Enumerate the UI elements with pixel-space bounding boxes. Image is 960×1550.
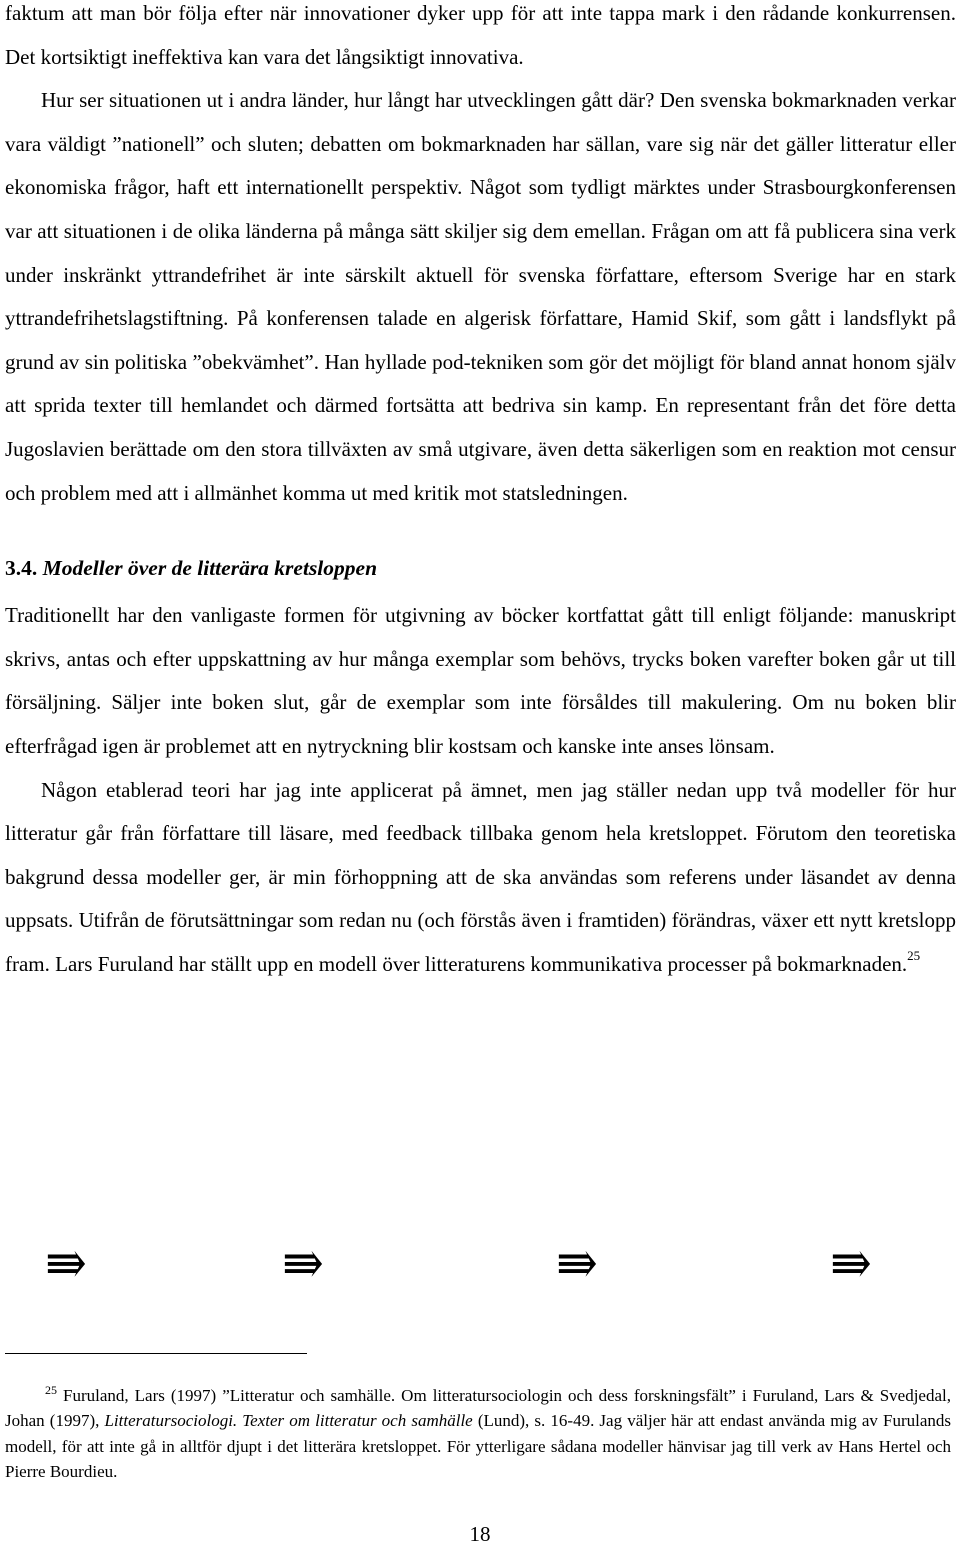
footnote-book-title: Litteratursociologi. Texter om litteratur och samhälle bbox=[104, 1411, 473, 1431]
section-title: Modeller över de litterära kretsloppen bbox=[42, 556, 378, 581]
arrow-icon: ⇛ bbox=[556, 1234, 598, 1292]
footnote-reference: 25 bbox=[907, 947, 921, 963]
paragraph-models-text: Någon etablerad teori har jag inte applicerat på ämnet, men jag ställer nedan upp två modeller för hur litteratur går från författare till läsare, med feedback tillbaka genom hela kretsloppet. Förutom den teoretiska bakgrund dessa modeller ger, är min förhoppning att de ska användas som referens under läsandet av denna uppsats. Utifrån de förutsättningar som redan nu (och förstås även i framtiden) förändras, växer ett nytt kretslopp fram. Lars Furuland har ställt upp en modell över litteraturens kommunikativa processer på bokmarknaden. bbox=[5, 777, 956, 976]
arrow-icon: ⇛ bbox=[45, 1234, 87, 1292]
page-number: 18 bbox=[469, 1522, 491, 1546]
section-number: 3.4. bbox=[5, 556, 38, 581]
paragraph-models bbox=[5, 769, 956, 987]
model-arrows bbox=[0, 1228, 960, 1298]
footnote bbox=[5, 1383, 951, 1484]
arrow-icon: ⇛ bbox=[830, 1234, 872, 1292]
document-page bbox=[5, 0, 956, 986]
paragraph-traditional-publishing: Traditionellt har den vanligaste formen för utgivning av böcker kortfattat gått till enligt följande: manuskript skrivs, antas och efter uppskattning av hur många exemplar som behövs, trycks boken varefter boken går ut till försäljning. Säljer inte boken slut, går de exemplar som inte försåldes till makulering. Om nu boken blir efterfrågad igen är problemet att en nytryckning blir kostsam och kanske inte anses lönsam. bbox=[5, 603, 956, 758]
paragraph-international-situation: Hur ser situationen ut i andra länder, hur långt har utvecklingen gått där? Den svenska bokmarknaden verkar vara väldigt ”nationell” och sluten; debatten om bokmarknaden har sällan, vare sig när det gäller litteratur eller ekonomiska frågor, haft ett internationellt perspektiv. Något som tydligt märktes under Strasbourgkonferensen var att situationen i de olika länderna på många sätt skiljer sig dem emellan. Frågan om att få publicera sina verk under inskränkt yttrandefrihet är inte särskilt aktuell för svenska författare, eftersom Sverige har en stark yttrandefrihetslagstiftning. På konferensen talade en algerisk författare, Hamid Skif, som gått i landsflykt på grund av sin politiska ”obekvämhet”. Han hyllade pod-tekniken som gör det möjligt för bland annat honom själv att sprida texter till hemlandet och därmed fortsätta att bedriva sin kamp. En representant från det före detta Jugoslavien berättade om den stora tillväxten av små utgivare, även detta säkerligen som en reaktion mot censur och problem med att i allmänhet komma ut med kritik mot statsledningen. bbox=[5, 88, 956, 505]
section-heading bbox=[5, 548, 956, 588]
footnote-text-part1: Furuland, Lars (1997) ”Litteratur och samhälle. Om litteratursociologin och dess forskningsfält” i Furuland, Lars & Svedjedal, Johan (1997), bbox=[5, 1386, 951, 1431]
paragraph-continued: faktum att man bör följa efter när innovationer dyker upp för att inte tappa mark i den rådande konkurrensen. Det kortsiktigt ineffektiva kan vara det långsiktigt innovativa. bbox=[5, 1, 956, 69]
footnote-separator bbox=[5, 1353, 307, 1354]
arrow-icon: ⇛ bbox=[282, 1234, 324, 1292]
footnote-text-part2: (Lund), s. 16-49. Jag väljer här att endast använda mig av Furulands modell, för att inte gå in alltför djupt i det litterära kretsloppet. För ytterligare sådana modeller hänvisar jag till verk av Hans Hertel och Pierre Bourdieu. bbox=[5, 1411, 951, 1481]
footnote-mark: 25 bbox=[45, 1383, 57, 1397]
